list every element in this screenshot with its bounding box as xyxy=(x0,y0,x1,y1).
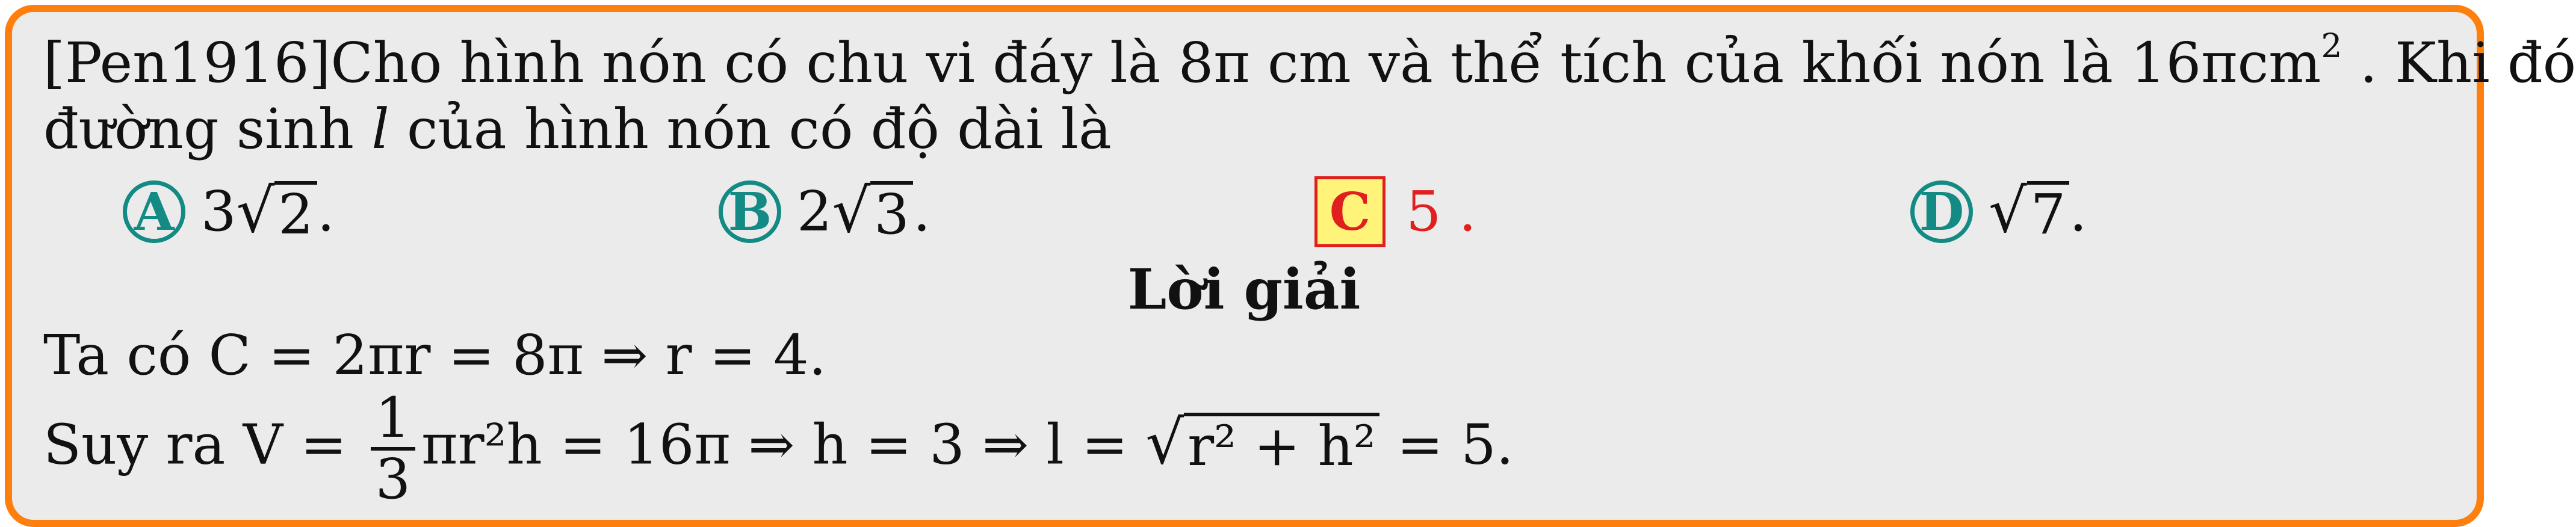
answer-options xyxy=(43,171,2445,253)
answer-option-d[interactable] xyxy=(1910,171,2087,253)
answer-d-sqrt xyxy=(1989,176,2069,247)
answer-c-value: 5 . xyxy=(1406,179,1477,244)
question-text-end: . Khi đó xyxy=(2342,31,2576,95)
sqrt-symbol-icon: √ xyxy=(832,176,871,247)
answer-letter-c[interactable]: C xyxy=(1314,176,1386,247)
answer-d-radicand: 7 xyxy=(2027,181,2070,242)
sqrt-symbol-icon: √ xyxy=(1989,176,2027,247)
solution-line-2-start: Suy ra V = xyxy=(43,412,365,477)
fraction-denominator: 3 xyxy=(375,447,411,512)
question-line-1 xyxy=(43,27,2576,96)
answer-a-suffix: . xyxy=(317,179,335,244)
solution-sqrt xyxy=(1145,407,1379,479)
answer-b-radicand: 3 xyxy=(870,181,913,242)
answer-a-radicand: 2 xyxy=(274,181,317,242)
answer-letter-d[interactable]: D xyxy=(1910,180,1973,243)
solution-line-2 xyxy=(43,385,2445,512)
answer-b-suffix: . xyxy=(912,179,931,244)
answer-b-coefficient: 2 xyxy=(797,179,832,244)
question-line-2 xyxy=(43,96,2445,162)
question-line-2-start: đường sinh xyxy=(43,97,372,162)
answer-a-sqrt xyxy=(236,176,317,247)
question-line-2-end: của hình nón có độ dài là xyxy=(389,97,1112,162)
question-text: [Pen1916]Cho hình nón có chu vi đáy là 8π cm và thể tích của khối nón là 16πcm xyxy=(43,31,2321,95)
answer-letter-a[interactable]: A xyxy=(123,180,185,243)
answer-option-c[interactable] xyxy=(1314,171,1476,253)
answer-option-b[interactable] xyxy=(719,171,930,253)
variable-l: l xyxy=(371,97,389,162)
unit-exponent: 2 xyxy=(2321,27,2342,66)
answer-d-suffix: . xyxy=(2069,179,2087,244)
sqrt-symbol-icon: √ xyxy=(236,176,275,247)
sqrt-symbol-icon: √ xyxy=(1145,407,1184,478)
answer-a-coefficient: 3 xyxy=(201,179,237,244)
question-card xyxy=(5,5,2576,527)
answer-letter-b[interactable]: B xyxy=(719,180,781,243)
solution-line-2-mid: πr²h = 16π ⇒ h = 3 ⇒ l = xyxy=(421,412,1146,477)
solution-radicand: r² + h² xyxy=(1184,413,1379,474)
fraction-one-third xyxy=(371,385,416,512)
solution-line-2-end: = 5. xyxy=(1379,412,1514,477)
solution-line-1: Ta có C = 2πr = 8π ⇒ r = 4. xyxy=(43,323,826,388)
fraction-numerator: 1 xyxy=(371,389,416,451)
card-content xyxy=(43,27,2576,512)
answer-b-sqrt xyxy=(832,176,913,247)
solution-title: Lời giải xyxy=(1127,256,1361,322)
answer-option-a[interactable] xyxy=(123,171,335,253)
